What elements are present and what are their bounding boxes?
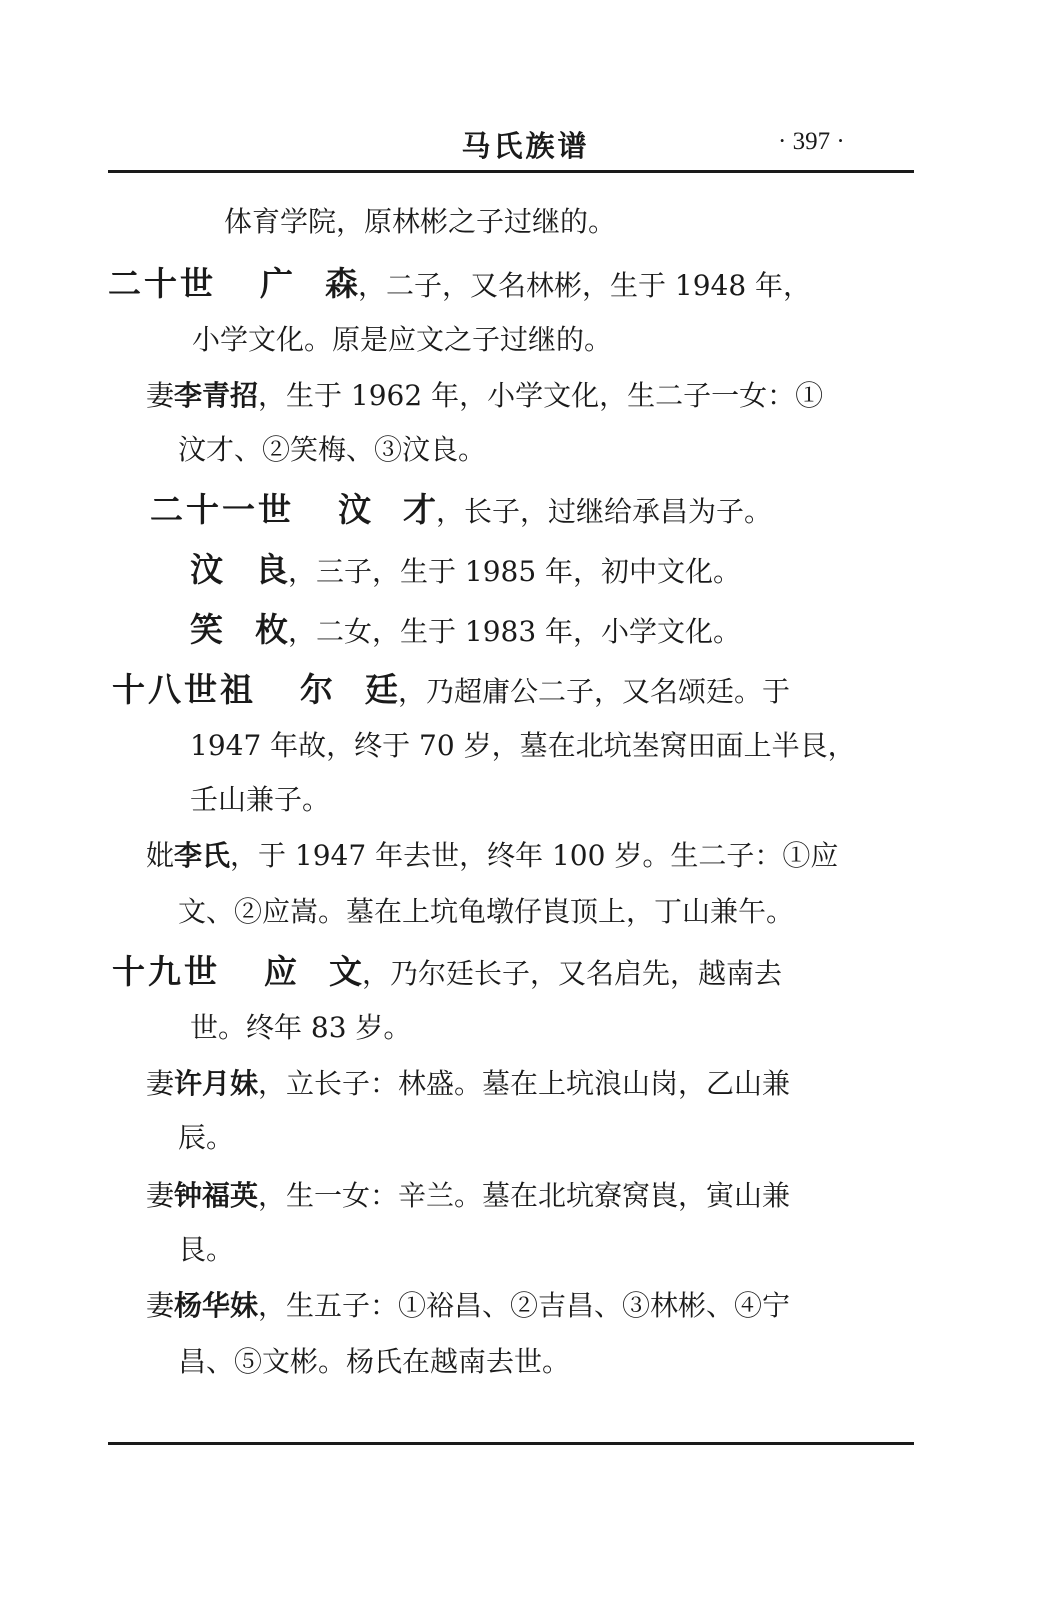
spouse-name: 杨华妹	[174, 1289, 259, 1322]
entry-text: ，生于 1962 年，小学文化，生二子一女：①	[258, 379, 824, 412]
entry-text: ，生五子：①裕昌、②吉昌、③林彬、④宁	[258, 1289, 791, 1322]
spouse-prefix: 妻	[146, 1067, 175, 1100]
entry-erting	[112, 668, 790, 714]
entry-text-continued: 世。终年 83 岁。	[190, 1011, 412, 1044]
person-name-first: 汶	[338, 490, 403, 529]
spouse-prefix: 妻	[146, 1289, 175, 1322]
person-name-first: 汶	[190, 550, 255, 589]
spouse-prefix: 妻	[146, 1179, 175, 1212]
entry-text-continued: 辰。	[178, 1121, 235, 1154]
person-name-first: 应	[264, 952, 329, 991]
person-name-first: 尔	[300, 670, 365, 709]
footer-rule	[108, 1442, 914, 1445]
entry-text-continued: 文、②应嵩。墓在上坑龟墩仔崀顶上，丁山兼午。	[178, 895, 795, 928]
entry-text: ，于 1947 年去世，终年 100 岁。生二子：①应	[230, 839, 839, 872]
spouse-name: 许月妹	[174, 1067, 259, 1100]
entry-xu-yuemei	[146, 1062, 790, 1106]
entry-text-continued: 昌、⑤文彬。杨氏在越南去世。	[178, 1345, 571, 1378]
entry-text-continued: 汶才、②笑梅、③汶良。	[178, 433, 487, 466]
person-name-first: 笑	[190, 610, 255, 649]
spouse-name: 钟福英	[174, 1179, 259, 1212]
entry-text-continued: 壬山兼子。	[190, 783, 331, 816]
entry-text: ，乃超庸公二子，又名颂廷。于	[398, 675, 791, 708]
person-name-second: 文	[329, 952, 362, 991]
entry-text: ，立长子：林盛。墓在上坑浪山岗，乙山兼	[258, 1067, 791, 1100]
entry-text-continued: 1947 年故，终于 70 岁，墓在北坑峚窝田面上半艮，	[190, 729, 856, 762]
spouse-prefix: 妻	[146, 379, 175, 412]
person-name-second: 良	[255, 550, 288, 589]
entry-wenliang	[190, 548, 741, 594]
entry-text: ，长子，过继给承昌为子。	[436, 495, 773, 528]
entry-text-continued: 艮。	[178, 1233, 235, 1266]
entry-zhong-fuying	[146, 1174, 790, 1218]
entry-xiaomei	[190, 608, 741, 654]
person-name-second: 枚	[255, 610, 288, 649]
person-name-second: 廷	[365, 670, 398, 709]
continuation-line: 体育学院，原林彬之子过继的。	[224, 205, 617, 238]
spouse-prefix: 妣	[146, 839, 175, 872]
entry-text: ，三子，生于 1985 年，初中文化。	[288, 555, 742, 588]
entry-text: ，乃尔廷长子，又名启先，越南去	[362, 957, 783, 990]
entry-text: ，二女，生于 1983 年，小学文化。	[288, 615, 742, 648]
entry-text-continued: 小学文化。原是应文之子过继的。	[192, 323, 613, 356]
entry-text: ，生一女：辛兰。墓在北坑寮窝崀，寅山兼	[258, 1179, 791, 1212]
spouse-name: 李青招	[174, 379, 259, 412]
spouse-name: 李氏	[174, 839, 231, 872]
entry-text: ，二子，又名林彬，生于 1948 年，	[358, 269, 812, 302]
entry-guangsen	[108, 262, 811, 308]
entry-yang-huamei	[146, 1284, 790, 1328]
entry-wencai	[150, 488, 772, 534]
generation-label: 二十世	[108, 264, 216, 303]
header-rule	[108, 170, 914, 173]
entry-li-qingzhao	[146, 374, 823, 418]
page-number: · 397 ·	[778, 128, 845, 155]
person-name-first: 广	[260, 264, 325, 303]
entry-li-shi	[146, 834, 838, 878]
entry-yingwen	[112, 950, 782, 996]
running-header-title: 马氏族谱	[461, 129, 590, 163]
person-name-second: 才	[403, 490, 436, 529]
person-name-second: 森	[325, 264, 358, 303]
generation-label: 十九世	[112, 952, 220, 991]
generation-label: 十八世祖	[112, 670, 256, 709]
generation-label: 二十一世	[150, 490, 294, 529]
